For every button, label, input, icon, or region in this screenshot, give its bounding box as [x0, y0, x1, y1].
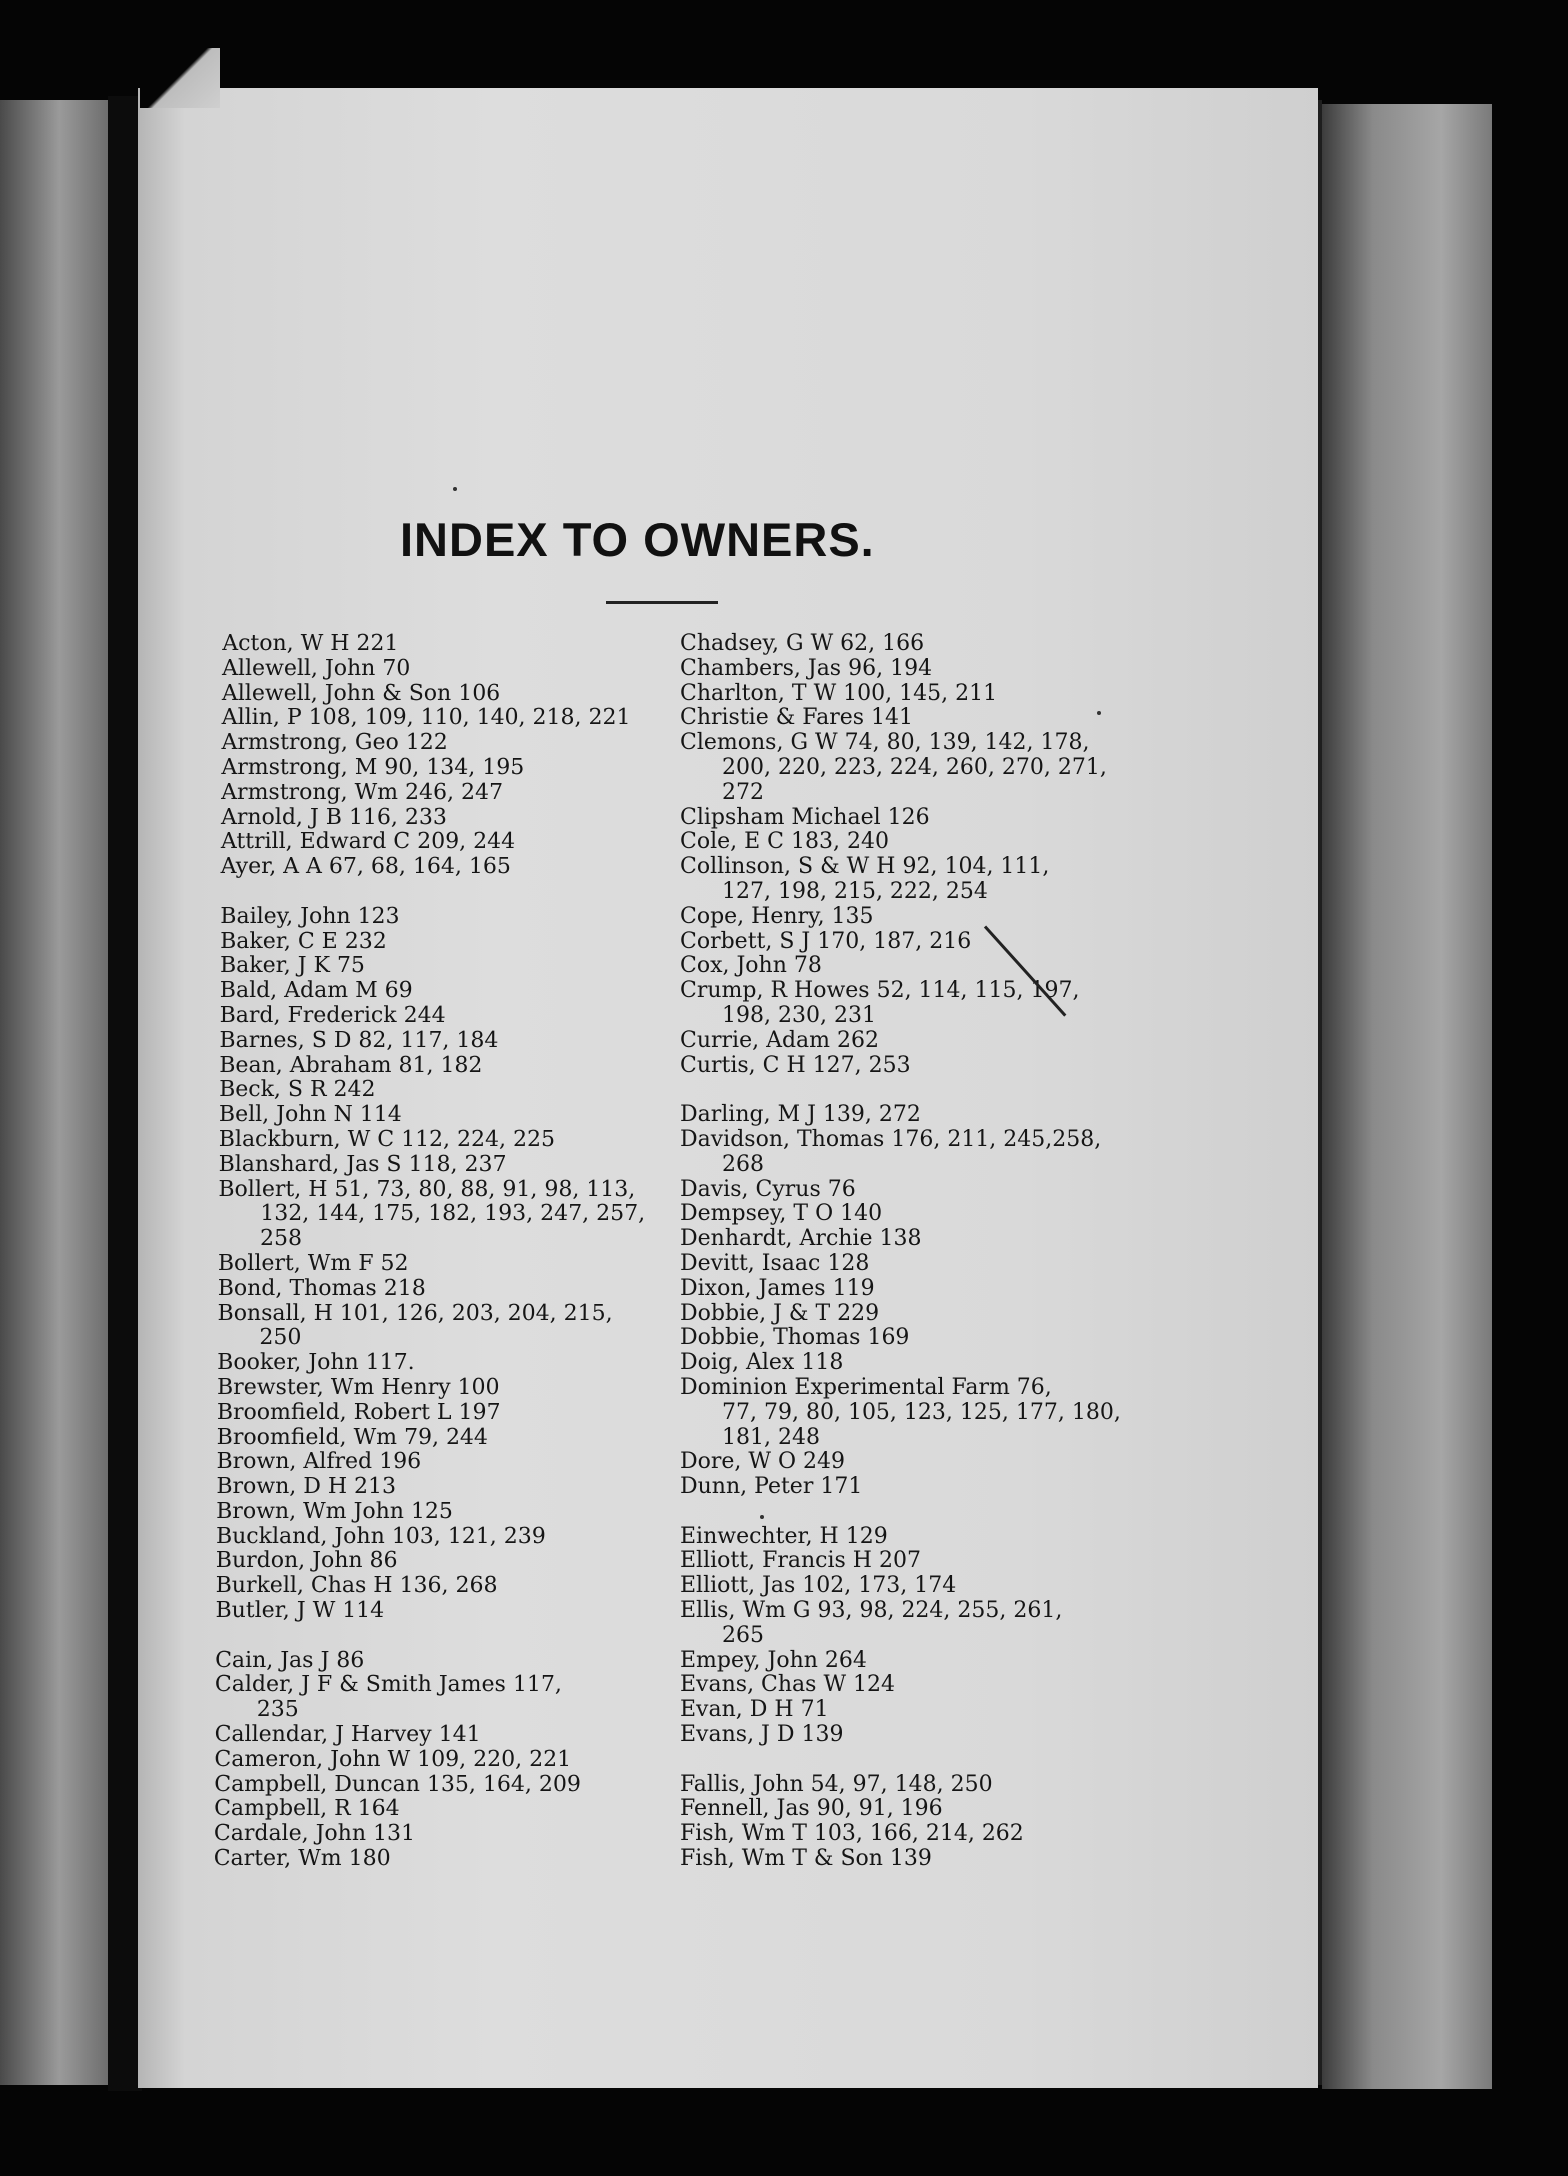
index-entry — [680, 1252, 1150, 1277]
entry-text: Arnold, J B 116, 233 — [220, 804, 447, 830]
index-entry — [214, 1773, 684, 1798]
folded-page-corner — [140, 48, 220, 108]
entry-text: Beck, S R 242 — [219, 1077, 376, 1103]
entry-text: Booker, John 117. — [217, 1350, 415, 1376]
entry-text: Buckland, John 103, 121, 239 — [215, 1523, 546, 1549]
index-entry — [216, 1525, 686, 1550]
entry-continuation: 198, 230, 231 — [722, 1002, 876, 1028]
entry-text: Dixon, James 119 — [680, 1275, 875, 1301]
page-title: INDEX TO OWNERS. — [400, 513, 875, 566]
entry-text: Clemons, G W 74, 80, 139, 142, 178, — [680, 730, 1090, 756]
entry-text: Broomfield, Wm 79, 244 — [216, 1424, 489, 1450]
entry-text: Fennell, Jas 90, 91, 196 — [680, 1796, 943, 1822]
index-entry — [219, 1078, 689, 1103]
entry-text: Blanshard, Jas S 118, 237 — [218, 1151, 507, 1177]
entry-text: Evans, J D 139 — [680, 1722, 844, 1748]
entry-continuation: 250 — [259, 1325, 302, 1351]
index-entry — [680, 1376, 1150, 1450]
index-entry — [221, 830, 691, 855]
entry-text: Blackburn, W C 112, 224, 225 — [218, 1126, 556, 1152]
index-entry — [220, 905, 690, 930]
index-entry — [220, 930, 690, 955]
entry-text: Carter, Wm 180 — [213, 1846, 391, 1872]
entry-text: Allewell, John 70 — [221, 655, 411, 681]
entry-continuation: 200, 220, 223, 224, 260, 270, 271, — [722, 754, 1107, 780]
entry-text: Currie, Adam 262 — [680, 1027, 880, 1053]
entry-text: Brown, Alfred 196 — [216, 1449, 422, 1475]
ink-speck — [760, 1515, 764, 1519]
index-entry — [680, 1128, 1150, 1178]
entry-text: Burkell, Chas H 136, 268 — [215, 1573, 498, 1599]
entry-text: Cardale, John 131 — [213, 1821, 416, 1847]
index-entry — [680, 954, 1150, 979]
ink-speck — [453, 487, 457, 491]
entry-text: Allin, P 108, 109, 110, 140, 218, 221 — [221, 705, 631, 731]
entry-text: Bard, Frederick 244 — [219, 1002, 446, 1028]
entry-text: Dempsey, T O 140 — [680, 1201, 883, 1227]
index-entry — [218, 1252, 688, 1277]
index-entry — [680, 1723, 1150, 1748]
index-entry — [680, 682, 1150, 707]
entry-text: Burdon, John 86 — [215, 1548, 398, 1574]
entry-text: Brown, D H 213 — [216, 1474, 397, 1500]
entry-text: Bean, Abraham 81, 182 — [219, 1052, 483, 1078]
entry-text: Brown, Wm John 125 — [216, 1498, 454, 1524]
entry-text: Dore, W O 249 — [680, 1449, 846, 1475]
index-entry — [219, 1153, 689, 1178]
entry-text: Cox, John 78 — [680, 953, 822, 979]
index-entry — [680, 1822, 1150, 1847]
entry-text: Acton, W H 221 — [222, 631, 399, 656]
index-column-right — [680, 632, 1150, 1872]
entry-text: Bald, Adam M 69 — [219, 978, 413, 1004]
entry-continuation: 235 — [256, 1697, 299, 1723]
index-entry — [221, 806, 691, 831]
index-entry — [221, 756, 691, 781]
entry-continuation: 272 — [722, 779, 764, 805]
entry-text: Clipsham Michael 126 — [680, 804, 930, 830]
index-entry — [219, 1029, 689, 1054]
index-entry — [680, 1029, 1150, 1054]
index-entry — [215, 1599, 685, 1624]
index-entry — [216, 1450, 686, 1475]
index-entry — [680, 1574, 1150, 1599]
index-entry — [216, 1549, 686, 1574]
index-entry — [220, 954, 690, 979]
index-entry — [680, 1797, 1150, 1822]
entry-text: Bailey, John 123 — [220, 903, 400, 929]
entry-text: Devitt, Isaac 128 — [680, 1250, 870, 1276]
facing-page-left — [0, 100, 108, 2085]
entry-text: Crump, R Howes 52, 114, 115, 197, — [680, 978, 1080, 1004]
index-entry — [680, 1673, 1150, 1698]
index-entry — [680, 1549, 1150, 1574]
entry-text: Curtis, C H 127, 253 — [680, 1052, 911, 1078]
index-entry — [216, 1574, 686, 1599]
entry-text: Evans, Chas W 124 — [680, 1672, 896, 1698]
entry-text: Attrill, Edward C 209, 244 — [220, 829, 516, 855]
index-entry — [214, 1847, 684, 1872]
index-entry — [215, 1723, 685, 1748]
index-entry — [680, 1475, 1150, 1500]
entry-text: Allewell, John & Son 106 — [221, 680, 501, 706]
title-rule — [606, 601, 718, 604]
entry-text: Elliott, Jas 102, 173, 174 — [680, 1573, 957, 1599]
entry-text: Bollert, Wm F 52 — [217, 1250, 409, 1276]
index-entry — [680, 632, 1150, 657]
entry-text: Davis, Cyrus 76 — [680, 1176, 856, 1202]
index-entry — [216, 1500, 686, 1525]
index-column-left — [214, 632, 693, 1872]
entry-text: Ayer, A A 67, 68, 164, 165 — [220, 854, 512, 880]
binding-gutter — [108, 96, 142, 2091]
entry-text: Chambers, Jas 96, 194 — [680, 655, 933, 681]
index-entry — [220, 1004, 690, 1029]
index-entry — [680, 1103, 1150, 1128]
index-entry — [680, 1525, 1150, 1550]
index-entry — [680, 830, 1150, 855]
entry-continuation: 127, 198, 215, 222, 254 — [722, 878, 988, 904]
index-entry — [680, 1599, 1150, 1649]
entry-text: Barnes, S D 82, 117, 184 — [219, 1027, 499, 1053]
entry-text: Dobbie, J & T 229 — [680, 1300, 880, 1326]
index-entry — [680, 1202, 1150, 1227]
entry-text: Doig, Alex 118 — [680, 1350, 844, 1376]
index-entry — [680, 1649, 1150, 1674]
index-entry — [680, 1178, 1150, 1203]
entry-text: Dominion Experimental Farm 76, — [680, 1374, 1052, 1400]
index-entry — [222, 657, 692, 682]
index-entry — [680, 1054, 1150, 1079]
index-entry — [217, 1351, 687, 1376]
index-entry — [217, 1401, 687, 1426]
facing-page-right — [1322, 104, 1492, 2089]
index-entry — [680, 1450, 1150, 1475]
index-entry — [214, 1797, 684, 1822]
entry-text: Ellis, Wm G 93, 98, 224, 255, 261, — [680, 1598, 1063, 1624]
entry-text: Broomfield, Robert L 197 — [216, 1399, 501, 1425]
letter-group-gap — [215, 1624, 685, 1649]
index-entry — [680, 1773, 1150, 1798]
entry-text: Campbell, R 164 — [214, 1796, 400, 1822]
entry-text: Fallis, John 54, 97, 148, 250 — [680, 1771, 993, 1797]
entry-text: Fish, Wm T 103, 166, 214, 262 — [680, 1821, 1024, 1847]
index-entry — [217, 1426, 687, 1451]
entry-text: Campbell, Duncan 135, 164, 209 — [214, 1771, 581, 1797]
entry-text: Armstrong, M 90, 134, 195 — [221, 754, 525, 780]
index-entry — [215, 1649, 685, 1674]
entry-text: Baker, J K 75 — [219, 953, 366, 979]
letter-group-gap — [680, 1500, 1150, 1525]
index-entry — [680, 1277, 1150, 1302]
index-entry — [222, 632, 692, 657]
index-entry — [222, 706, 692, 731]
letter-group-gap — [680, 1748, 1150, 1773]
index-entry — [220, 979, 690, 1004]
index-entry — [216, 1475, 686, 1500]
index-entry — [217, 1376, 687, 1401]
index-entry — [218, 1277, 688, 1302]
entry-text: Corbett, S J 170, 187, 216 — [680, 928, 972, 954]
index-entry — [680, 1302, 1150, 1327]
entry-text: Callendar, J Harvey 141 — [214, 1722, 481, 1748]
entry-text: Collinson, S & W H 92, 104, 111, — [680, 854, 1050, 880]
entry-continuation: 181, 248 — [722, 1424, 820, 1450]
entry-text: Calder, J F & Smith James 117, — [214, 1672, 562, 1698]
index-entry — [219, 1103, 689, 1128]
index-entry — [214, 1748, 684, 1773]
letter-group-gap — [220, 880, 690, 905]
entry-text: Chadsey, G W 62, 166 — [680, 631, 925, 656]
index-entry — [221, 781, 691, 806]
index-entry — [219, 1054, 689, 1079]
letter-group-gap — [680, 1078, 1150, 1103]
index-entry — [221, 855, 691, 880]
entry-continuation: 77, 79, 80, 105, 123, 125, 177, 180, — [722, 1399, 1121, 1425]
index-entry — [217, 1302, 687, 1352]
entry-text: Bond, Thomas 218 — [217, 1275, 426, 1301]
entry-text: Butler, J W 114 — [215, 1598, 385, 1624]
index-entry — [218, 1178, 689, 1252]
entry-text: Cameron, John W 109, 220, 221 — [214, 1746, 572, 1772]
index-entry — [680, 979, 1150, 1029]
entry-text: Bonsall, H 101, 126, 203, 204, 215, — [217, 1300, 613, 1326]
index-entry — [219, 1128, 689, 1153]
entry-text: Cope, Henry, 135 — [680, 903, 874, 929]
entry-text: Charlton, T W 100, 145, 211 — [680, 680, 998, 706]
entry-text: Denhardt, Archie 138 — [680, 1226, 922, 1252]
entry-text: Evan, D H 71 — [680, 1697, 829, 1723]
index-entry — [221, 731, 691, 756]
index-entry — [222, 682, 692, 707]
entry-text: Empey, John 264 — [680, 1647, 867, 1673]
index-entry — [680, 905, 1150, 930]
entry-text: Cain, Jas J 86 — [215, 1647, 365, 1673]
entry-continuation: 258 — [260, 1226, 303, 1252]
entry-text: Fish, Wm T & Son 139 — [680, 1846, 932, 1872]
index-entry — [680, 657, 1150, 682]
index-entry — [680, 1698, 1150, 1723]
entry-text: Christie & Fares 141 — [680, 705, 914, 731]
entry-continuation: 132, 144, 175, 182, 193, 247, 257, — [260, 1201, 646, 1227]
entry-text: Armstrong, Wm 246, 247 — [221, 779, 504, 805]
entry-text: Einwechter, H 129 — [680, 1523, 888, 1549]
entry-continuation: 268 — [722, 1151, 764, 1177]
index-entry — [680, 1326, 1150, 1351]
entry-text: Elliott, Francis H 207 — [680, 1548, 921, 1574]
entry-text: Bell, John N 114 — [218, 1102, 402, 1128]
entry-text: Baker, C E 232 — [220, 928, 387, 954]
index-entry — [680, 930, 1150, 955]
entry-text: Dunn, Peter 171 — [680, 1474, 863, 1500]
entry-text: Armstrong, Geo 122 — [221, 730, 448, 756]
index-entry — [680, 1227, 1150, 1252]
entry-text: Dobbie, Thomas 169 — [680, 1325, 910, 1351]
index-entry — [680, 806, 1150, 831]
entry-text: Cole, E C 183, 240 — [680, 829, 889, 855]
index-entry — [680, 855, 1150, 905]
entry-text: Bollert, H 51, 73, 80, 88, 91, 98, 113, — [218, 1176, 636, 1202]
entry-continuation: 265 — [722, 1622, 764, 1648]
index-entry — [680, 706, 1150, 731]
entry-text: Darling, M J 139, 272 — [680, 1102, 921, 1128]
index-entry — [680, 1351, 1150, 1376]
entry-text: Brewster, Wm Henry 100 — [216, 1374, 500, 1400]
index-entry — [680, 731, 1150, 805]
index-entry — [214, 1822, 684, 1847]
entry-text: Davidson, Thomas 176, 211, 245,258, — [680, 1126, 1102, 1152]
ink-speck — [1097, 711, 1101, 715]
index-entry — [215, 1673, 685, 1723]
index-entry — [680, 1847, 1150, 1872]
